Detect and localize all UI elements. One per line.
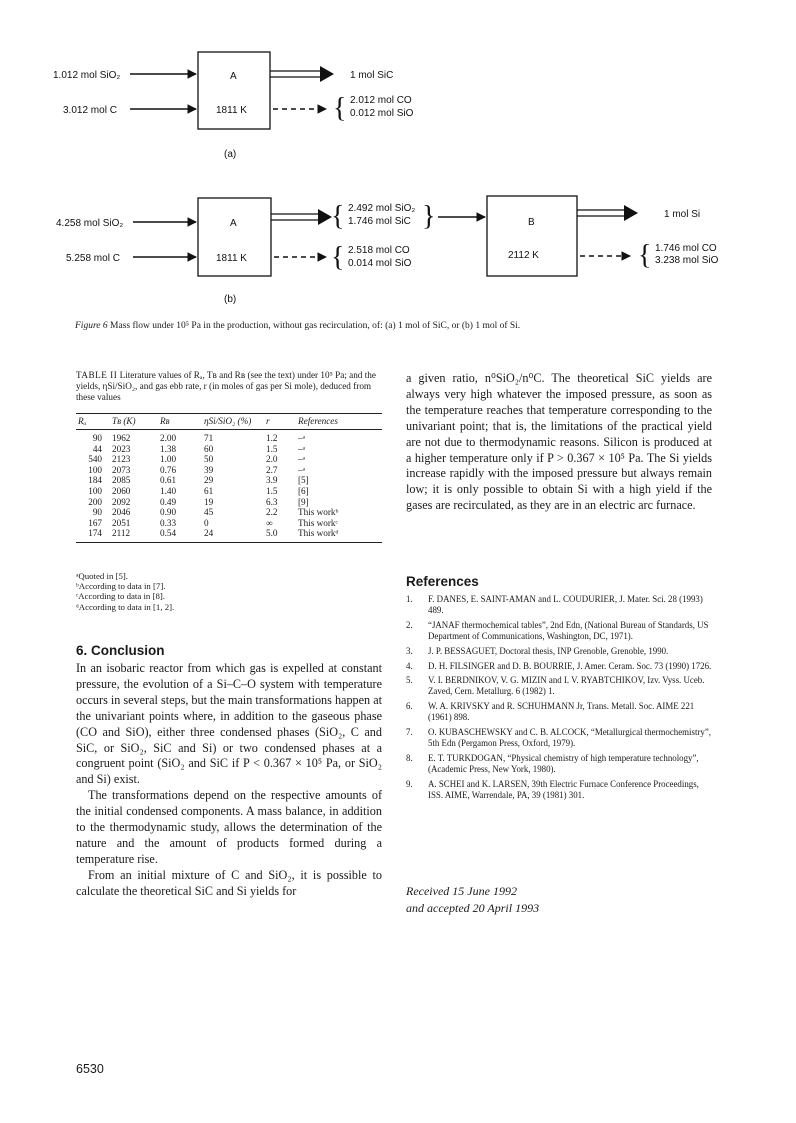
- a-label: (a): [224, 149, 237, 160]
- cell: 60: [204, 443, 214, 454]
- cell: 2051: [112, 517, 131, 528]
- cell: 2.7: [266, 464, 278, 475]
- cell: 1.40: [160, 485, 177, 496]
- reference-item: 9. A. SCHEI and K. LARSEN, 39th Electric Furnace Conference Proceedings, ISS. AIME, Warrendale, PA, 39 (1981) 301.: [406, 778, 699, 801]
- conclusion-body: [76, 661, 382, 900]
- table-row: [76, 507, 382, 518]
- figure-caption-label: Figure 6: [75, 321, 108, 331]
- cell: [6]: [298, 485, 309, 496]
- received-dates: [406, 883, 539, 917]
- cell: –ᵃ: [298, 443, 306, 454]
- col-header: Rₐ: [76, 414, 110, 430]
- cell: 1.38: [160, 443, 177, 454]
- footnote: ᵇAccording to data in [7].: [76, 581, 166, 592]
- reference-item: 7. O. KUBASCHEWSKY and C. B. ALCOCK, “Metallurgical thermochemistry”, 5th Edn (Pergamon Press, Oxford, 1979).: [406, 727, 711, 749]
- reference-text: J. P. BESSAGUET, Doctoral thesis, INP Grenoble, Grenoble, 1990.: [428, 645, 669, 656]
- right-column-text: [406, 371, 712, 514]
- footnote: ᶜAccording to data in [8].: [76, 591, 165, 602]
- b-input-sio2: 4.258 mol SiO₂: [56, 218, 124, 229]
- a-reactor-box: [198, 52, 270, 129]
- cell: –ᵃ: [298, 464, 306, 475]
- cell: 1.2: [266, 433, 278, 443]
- cell: 5.0: [264, 528, 296, 542]
- cell: 100: [88, 485, 102, 496]
- table-row: [76, 465, 382, 476]
- cell: 2060: [112, 485, 131, 496]
- cell: 19: [204, 496, 214, 507]
- figure-caption-text: Mass flow under 10⁵ Pa in the production, without gas recirculation, of: (a) 1 mol of SiC, or (b) 1 mol of Si.: [107, 321, 521, 331]
- cell: 2.00: [160, 433, 177, 443]
- cell: 24: [202, 528, 264, 542]
- a-reactor-label: A: [230, 71, 237, 82]
- cell: This workᵇ: [298, 507, 339, 518]
- reference-item: 1. F. DANES, E. SAINT-AMAN and L. COUDURIER, J. Mater. Sci. 28 (1993) 489.: [406, 594, 703, 616]
- b-final-co: 1.746 mol CO: [655, 243, 717, 254]
- reference-text: O. KUBASCHEWSKY and C. B. ALCOCK, “Metallurgical thermochemistry”, 5th Edn (Pergamon Press, Oxford, 1979).: [428, 727, 711, 749]
- reference-text: W. A. KRIVSKY and R. SCHUHMANN Jr, Trans. Metall. Soc. AIME 221 (1961) 898.: [428, 701, 695, 723]
- reference-item: 2. “JANAF thermochemical tables”, 2nd Edn, (National Bureau of Standards, US Department of Communications, Washington, DC, 1971).: [406, 619, 709, 642]
- cell: 0.61: [160, 475, 177, 486]
- col-header: Rʙ: [158, 414, 202, 430]
- table-caption-text: Literature values of Rₐ, Tʙ and Rʙ (see the text) under 10⁵ Pa; and the yields, ηSi/SiO₂, and gas ebb rate, r (in moles of gas per Si mole), deduced from these values: [76, 370, 376, 402]
- table-caption: [76, 370, 382, 403]
- cell: 71: [204, 433, 214, 443]
- svg-text:}: }: [422, 201, 436, 232]
- table-row: [76, 475, 382, 486]
- cell: 1.00: [160, 454, 177, 465]
- b-mid-sic: 1.746 mol SiC: [348, 216, 411, 227]
- cell: 50: [204, 454, 214, 465]
- paragraph: a given ratio, n⁰SiO₂/n⁰C. The theoretical SiC yields are always very high whatever the imposed pressure, as soon as the temperature reaches that temperature corresponding to the univariant point; that is, the limitations of the practical yield are not due to thermodynamic reasons. Silicon is produced at a higher temperature only if P > 0.367 × 10⁵ Pa. The Si yields increase rapidly with the imposed pressure but always remain low; it is only possible to obtain Si with a high yield if the gases are recirculated, as they are in an electric arc furnace.: [406, 371, 712, 513]
- col-header: References: [296, 414, 382, 430]
- cell: 2073: [112, 464, 131, 475]
- col-header: r: [264, 414, 296, 430]
- cell: 0.49: [160, 496, 177, 507]
- b-reactor-b-label: B: [528, 217, 535, 228]
- cell: 90: [92, 507, 102, 518]
- cell: 0.76: [160, 464, 177, 475]
- table-row: [76, 444, 382, 455]
- a-output-sic: 1 mol SiC: [350, 70, 394, 81]
- table-footnotes: [76, 571, 382, 612]
- col-header: ηSi/SiO₂ (%): [202, 414, 264, 430]
- b-final-sio: 3.238 mol SiO: [655, 255, 719, 266]
- diagram-a: [53, 52, 414, 160]
- conclusion-heading: 6. Conclusion: [76, 643, 165, 658]
- table-caption-label: TABLE II: [76, 370, 118, 380]
- table-row: [76, 497, 382, 508]
- b-reactor-a-label: A: [230, 218, 237, 229]
- a-input-sio2: 1.012 mol SiO₂: [53, 70, 121, 81]
- cell: [5]: [298, 475, 309, 486]
- cell: 90: [92, 433, 102, 443]
- b-mid-sio2: 2.492 mol SiO₂: [348, 203, 416, 214]
- cell: 44: [92, 443, 102, 454]
- b-output-si: 1 mol Si: [664, 209, 701, 220]
- references-list: [406, 594, 712, 805]
- paragraph: The transformations depend on the respective amounts of the initial condensed components. A mass balance, in addition to the thermodynamic study, allows the determination of the nature and the amount of products formed during a temperature rise.: [76, 788, 382, 866]
- figure-caption: [75, 321, 735, 331]
- col-header: Tʙ (K): [110, 414, 158, 430]
- cell: 0.90: [160, 507, 177, 518]
- b-gas-sio: 0.014 mol SiO: [348, 258, 412, 269]
- cell: This workᶜ: [298, 517, 338, 528]
- received-line: Received 15 June 1992: [406, 884, 517, 898]
- table-row: [76, 454, 382, 465]
- cell: 1.5: [266, 443, 278, 454]
- reference-text: A. SCHEI and K. LARSEN, 39th Electric Furnace Conference Proceedings, ISS. AIME, Warrendale, PA, 39 (1981) 301.: [428, 778, 699, 801]
- cell: 184: [88, 475, 102, 486]
- b-reactor-a-box: [198, 198, 271, 276]
- a-gas-co: 2.012 mol CO: [350, 95, 412, 106]
- b-label: (b): [224, 294, 237, 305]
- reference-text: V. I. BERDNIKOV, V. G. MIZIN and I. V. RYABTCHIKOV, Izv. Vyss. Uceb. Zaved, Cern. Metallurg. 6 (1982) 1.: [428, 675, 705, 697]
- a-gas-sio: 0.012 mol SiO: [350, 108, 414, 119]
- svg-text:{: {: [638, 240, 652, 271]
- cell: [9]: [298, 496, 309, 507]
- cell: 167: [88, 517, 102, 528]
- cell: This workᵈ: [296, 528, 382, 542]
- cell: 2.0: [266, 454, 278, 465]
- table-row: [76, 518, 382, 529]
- cell: –ᵃ: [298, 433, 306, 443]
- svg-text:{: {: [331, 242, 345, 273]
- cell: 2.2: [266, 507, 278, 518]
- cell: 1962: [112, 433, 131, 443]
- b-reactor-a-temp: 1811 K: [216, 253, 247, 264]
- reference-item: 8. E. T. TURKDOGAN, “Physical chemistry of high temperature technology”, (Academic Press, New York, 1980).: [406, 752, 699, 775]
- reference-item: 4. D. H. FILSINGER and D. B. BOURRIE, J. Amer. Ceram. Soc. 73 (1990) 1726.: [406, 660, 712, 671]
- a-input-c: 3.012 mol C: [63, 105, 117, 116]
- reference-item: 5. V. I. BERDNIKOV, V. G. MIZIN and I. V. RYABTCHIKOV, Izv. Vyss. Uceb. Zaved, Cern. Metallurg. 6 (1982) 1.: [406, 675, 705, 697]
- cell: 174: [76, 528, 110, 542]
- cell: 3.9: [266, 475, 278, 486]
- cell: –ᵃ: [298, 454, 306, 465]
- svg-text:{: {: [333, 93, 347, 124]
- footnote: ᵈAccording to data in [1, 2].: [76, 601, 175, 612]
- paragraph: From an initial mixture of C and SiO₂, it is possible to calculate the theoretical SiC and Si yields for: [76, 867, 382, 898]
- cell: ∞: [266, 517, 273, 528]
- paragraph: In an isobaric reactor from which gas is expelled at constant pressure, the evolution of a Si–C–O system with temperature occurs in several steps, but the main transformations happen at the univariant points where, in addition to the gaseous phase (CO and SiO), either three condensed phases (SiO₂, C and SiC, or SiO₂, SiC and Si) or two condensed phases at a congruent point (SiO₂ and SiC if P < 0.367 × 10⁵ Pa, or SiO₂ and Si) exist.: [76, 661, 382, 787]
- cell: 0.54: [158, 528, 202, 542]
- a-reactor-temp: 1811 K: [216, 105, 247, 116]
- table-header-row: [76, 414, 382, 430]
- cell: 2085: [112, 475, 131, 486]
- cell: 6.3: [266, 496, 278, 507]
- cell: 0: [204, 517, 209, 528]
- table-row: [76, 430, 382, 444]
- mass-flow-diagram: [0, 0, 796, 330]
- cell: 2046: [112, 507, 131, 518]
- cell: 200: [88, 496, 102, 507]
- cell: 61: [204, 485, 214, 496]
- cell: 45: [204, 507, 214, 518]
- diagram-b: [56, 196, 719, 305]
- table-row: [76, 486, 382, 497]
- reference-item: 3. J. P. BESSAGUET, Doctoral thesis, INP Grenoble, Grenoble, 1990.: [406, 645, 669, 656]
- cell: 1.5: [266, 485, 278, 496]
- cell: 2023: [112, 443, 131, 454]
- b-reactor-b-temp: 2112 K: [508, 250, 539, 261]
- accepted-line: and accepted 20 April 1993: [406, 901, 540, 915]
- cell: 0.33: [160, 517, 177, 528]
- cell: 100: [88, 464, 102, 475]
- cell: 2092: [112, 496, 131, 507]
- b-input-c: 5.258 mol C: [66, 253, 120, 264]
- svg-text:{: {: [331, 201, 345, 232]
- cell: 2123: [112, 454, 131, 465]
- cell: 2112: [110, 528, 158, 542]
- cell: 29: [204, 475, 214, 486]
- reference-item: 6. W. A. KRIVSKY and R. SCHUHMANN Jr, Trans. Metall. Soc. AIME 221 (1961) 898.: [406, 701, 695, 723]
- footnote: ᵃQuoted in [5].: [76, 571, 128, 581]
- cell: 39: [204, 464, 214, 475]
- b-reactor-b-box: [487, 196, 577, 276]
- cell: 540: [88, 454, 102, 465]
- reference-text: D. H. FILSINGER and D. B. BOURRIE, J. Amer. Ceram. Soc. 73 (1990) 1726.: [428, 660, 712, 671]
- literature-table: [76, 413, 382, 543]
- references-heading: References: [406, 574, 479, 589]
- page-number: 6530: [76, 1062, 104, 1076]
- reference-text: F. DANES, E. SAINT-AMAN and L. COUDURIER, J. Mater. Sci. 28 (1993) 489.: [428, 594, 703, 616]
- b-gas-co: 2.518 mol CO: [348, 245, 410, 256]
- reference-text: E. T. TURKDOGAN, “Physical chemistry of high temperature technology”, (Academic Press, New York, 1980).: [428, 752, 699, 775]
- reference-text: “JANAF thermochemical tables”, 2nd Edn, (National Bureau of Standards, US Department of Communications, Washington, DC, 1971).: [428, 619, 709, 642]
- table-row: [76, 528, 382, 542]
